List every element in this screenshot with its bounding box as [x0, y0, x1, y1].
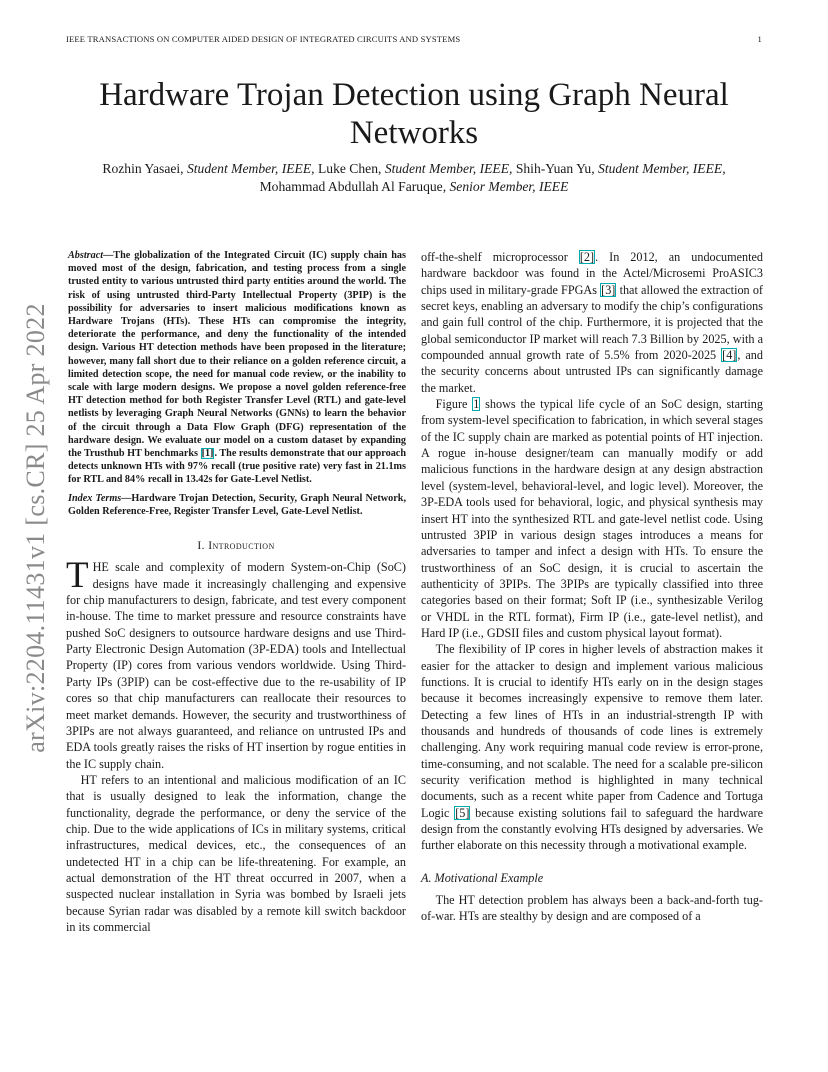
arxiv-stamp — [6, 288, 66, 768]
index-terms — [66, 492, 406, 518]
body-text: Figure — [435, 397, 473, 412]
citation-link[interactable]: [5] — [455, 805, 470, 820]
author-membership: Senior Member, IEEE — [449, 179, 569, 194]
body-paragraph — [421, 641, 763, 853]
left-column — [66, 249, 406, 935]
section-title: Introduction — [208, 539, 275, 553]
paper-title: Hardware Trojan Detection using Graph Neural Networks — [99, 77, 729, 151]
author-name: Mohammad Abdullah Al Faruque, — [259, 179, 447, 194]
body-text: shows the typical life cycle of an SoC design, starting from system-level specification to fabrication, in which several stages of the IC supply chain are marked as potential points of HT injection. A rogue in-house designer/team can manually modify or add malicious functions in the hardware design at any design abstraction level (system-level, behavioral-level, and logic level). Moreover, the 3P-EDA tools used for behavioral, logic, and physical synthesis may insert HT into the synthesized RTL and gate-level netlist code. Using untrusted 3PIP in various design stages introduces a means for adversaries to tamper and infect a design with HTs. To ensure the trustworthiness of an SoC design, it is crucial to ascertain the authenticity of 3PIPs. The 3PIPs are typically classified into three categories based on their format; Soft IP (i.e., synthesizable Verilog or VHDL in the RTL format), Firm IP (i.e., gate-level netlist), and Hard IP (i.e., GDSII files and custom physical layout format). — [421, 397, 763, 640]
author-list — [90, 160, 738, 196]
author-name: Shih-Yuan Yu, — [515, 161, 595, 176]
abstract-label: Abstract — [68, 250, 104, 261]
index-terms-label: Index Terms — [68, 492, 122, 504]
abstract-text-end: . The results demonstrate that our approach detects unknown HTs with 97% recall (true positive rate) very fast in 21.1ms for RTL and 84% recall in 13.42s for Gate-Level Netlist. — [68, 448, 406, 486]
section-number: I. — [197, 539, 205, 553]
abstract — [66, 249, 406, 487]
body-paragraph-continued — [421, 249, 763, 396]
body-paragraph — [421, 396, 763, 641]
index-terms-text: —Hardware Trojan Detection, Security, Graph Neural Network, Golden Reference-Free, Register Transfer Level, Gate-Level Netlist. — [68, 492, 406, 517]
author-membership: Student Member, IEEE, — [186, 161, 315, 176]
citation-link[interactable]: [2] — [579, 250, 595, 264]
body-text: The flexibility of IP cores in higher levels of abstraction makes it easier for the attacker to design and implement various malicious functions. It is crucial to identify HTs early on in the design stages because it becomes increasingly expensive to remove them later. Detecting a few lines of HTs in an industrial-strength IP with thousands and hundreds of thousands of code lines is extremely challenging. Any work requiring manual code review is error-prone, time-consuming, and not scalable. The need for a scalable pre-silicon security verification method is highlighted in many technical documents, such as a recent white paper from Cadence and Tortuga Logic — [421, 642, 763, 820]
subsection-heading: A. Motivational Example — [421, 870, 544, 885]
intro-paragraph — [66, 555, 406, 771]
citation-link[interactable]: [1] — [201, 448, 214, 460]
abstract-text: —The globalization of the Integrated Circuit (IC) supply chain has moved most of the design, fabrication, and testing process from a single trusted entity to various untrusted third party entities around the world. The risk of using untrusted third-Party Intellectual Property (3PIP) is the possibility for adversaries to insert malicious modifications known as Hardware Trojans (HTs). These HTs can compromise the integrity, deteriorate the performance, and deny the functionality of the intended design. Various HT detection methods have been proposed in the literature; however, many fall short due to their reliance on a golden reference circuit, a limited detection scope, the need for manual code review, or the inability to scale with large modern designs. We propose a novel golden reference-free HT detection method for both Register Transfer Level (RTL) and gate-level netlists by leveraging Graph Neural Networks (GNNs) to learn the behavior of the circuit through a Data Flow Graph (DFG) representation of the hardware design. We evaluate our model on a custom dataset by expanding the Trusthub HT benchmarks — [68, 250, 406, 460]
journal-name: IEEE TRANSACTIONS ON COMPUTER AIDED DESIGN OF INTEGRATED CIRCUITS AND SYSTEMS — [66, 34, 461, 44]
running-head — [66, 34, 762, 48]
body-text: that allowed the extraction of secret keys, enabling an adversary to modify the chip’s configurations and gain full control of the chip. Furthermore, it is projected that the global semiconductor IP market will reach 7.3 Billion by 2025, with a compounded annual growth rate of 5.5% from 2020-2025 — [421, 282, 763, 363]
body-text: , and the security concerns about untrusted IPs can significantly damage the market. — [421, 348, 763, 395]
arxiv-identifier: arXiv:2204.11431v1 [cs.CR] 25 Apr 2022 — [21, 303, 50, 753]
author-name: Luke Chen, — [317, 161, 382, 176]
body-paragraph: HT refers to an intentional and malicious modification of an IC that is usually designed to leak the information, change the functionality, degrade the performance, or deny the service of the chip. Due to the wide applications of ICs in military systems, critical infrastructures, medical devices, etc., the consequences of an undetected HT in a chip can be life-threatening. For example, an actual demonstration of the HT threat occurred in 2007, when a suspected nuclear installation in Syria was bombed by Israeli jets because Syrian radar was disabled by a remote kill switch backdoor in its commercial — [66, 772, 406, 934]
author-membership: Student Member, IEEE, — [598, 161, 726, 176]
body-text: . In 2012, an undocumented hardware backdoor was found in the Actel/Microsemi ProASIC3 chips used in military-grade FPGAs — [421, 250, 764, 297]
intro-text: HE scale and complexity of modern System-on-Chip (SoC) designs have made it increasingly challenging and expensive for chip manufacturers to design, fabricate, and test every component in-house. The time to market pressure and resource constraints have pushed SoC designers to outsource hardware designs and use Third-Party Electronic Design Automation (3P-EDA) tools and Intellectual Property (IP) cores from various vendors worldwide. Using Third-Party IPs (3PIP) can be cost-effective due to the re-usability of IP cores so that chip manufacturers can reallocate their resources to meet market demands. However, the security and trustworthiness of 3PIPs are not always guaranteed, and reliance on untrusted IPs and EDA tools greatly raises the risks of HT insertion by rogue entities in the IC supply chain. — [66, 560, 406, 771]
citation-link[interactable]: [4] — [722, 348, 737, 363]
citation-link[interactable]: [3] — [601, 282, 616, 297]
body-text: because existing solutions fail to safeguard the hardware design from the constantly evolving HTs designed by adversaries. We further elaborate on this necessity through a motivational example. — [421, 805, 763, 853]
author-membership: Student Member, IEEE, — [384, 161, 513, 176]
author-name: Rozhin Yasaei, — [102, 161, 184, 176]
page-number: 1 — [757, 34, 762, 44]
right-column — [421, 249, 763, 925]
body-text: off-the-shelf microprocessor — [421, 250, 579, 264]
figure-link[interactable]: 1 — [473, 397, 480, 412]
section-heading — [66, 538, 406, 554]
body-paragraph: The HT detection problem has always been a back-and-forth tug-of-war. HTs are stealthy by design and are composed of a — [421, 893, 763, 924]
drop-cap: T — [66, 555, 89, 597]
